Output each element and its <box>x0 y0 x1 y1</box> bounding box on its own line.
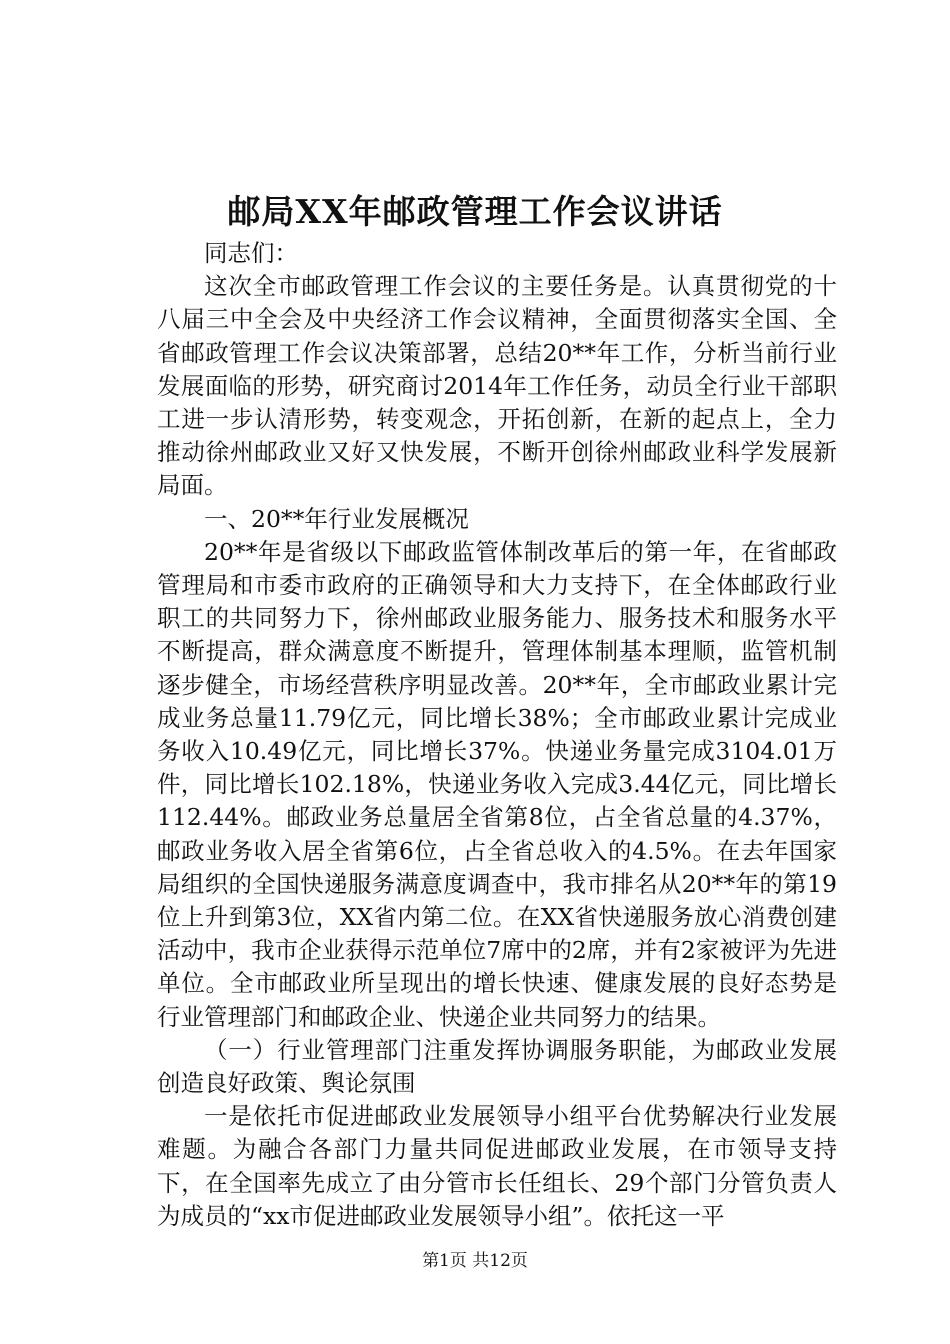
overview-paragraph: 20**年是省级以下邮政监管体制改革后的第一年，在省邮政管理局和市委市政府的正确领导和大力支持下，在全体邮政行业职工的共同努力下，徐州邮政业服务能力、服务技术和服务水平不断提高，群众满意度不断提升，管理体制基本理顺，监管机制逐步健全，市场经营秩序明显改善。20**年，全市邮政业累计完成业务总量11.79亿元，同比增长38%；全市邮政业累计完成业务收入10.49亿元，同比增长37%。快递业务量完成3104.01万件，同比增长102.18%，快递业务收入完成3.44亿元，同比增长112.44%。邮政业务总量居全省第8位，占全省总量的4.37%，邮政业务收入居全省第6位，占全省总收入的4.5%。在去年国家局组织的全国快递服务满意度调查中，我市排名从20**年的第19位上升到第3位，XX省内第二位。在XX省快递服务放心消费创建活动中，我市企业获得示范单位7席中的2席，并有2家被评为先进单位。全市邮政业所呈现出的增长快速、健康发展的良好态势是行业管理部门和邮政企业、快递企业共同努力的结果。 <box>157 537 837 1031</box>
section-heading: 一、20**年行业发展概况 <box>204 504 469 533</box>
point-one-paragraph: 一是依托市促进邮政业发展领导小组平台优势解决行业发展难题。为融合各部门力量共同促进邮政业发展，在市领导支持下，在全国率先成立了由分管市长任组长、29个部门分管负责人为成员的“xx市促进邮政业发展领导小组”。依托这一平 <box>157 1102 837 1230</box>
salutation-paragraph: 同志们： <box>204 239 298 267</box>
subsection-heading: （一）行业管理部门注重发挥协调服务职能，为邮政业发展创造良好政策、舆论氛围 <box>157 1035 837 1098</box>
page-footer: 第1页 共12页 <box>422 1251 528 1271</box>
document-body <box>157 237 837 1233</box>
document-title: 邮局XX年邮政管理工作会议讲话 <box>227 192 723 231</box>
intro-paragraph: 这次全市邮政管理工作会议的主要任务是。认真贯彻党的十八届三中全会及中央经济工作会议精神，全面贯彻落实全国、全省邮政管理工作会议决策部署，总结20**年工作，分析当前行业发展面临的形势，研究商讨2014年工作任务，动员全行业干部职工进一步认清形势，转变观念，开拓创新，在新的起点上，全力推动徐州邮政业又好又快发展，不断开创徐州邮政业科学发展新局面。 <box>157 272 837 500</box>
